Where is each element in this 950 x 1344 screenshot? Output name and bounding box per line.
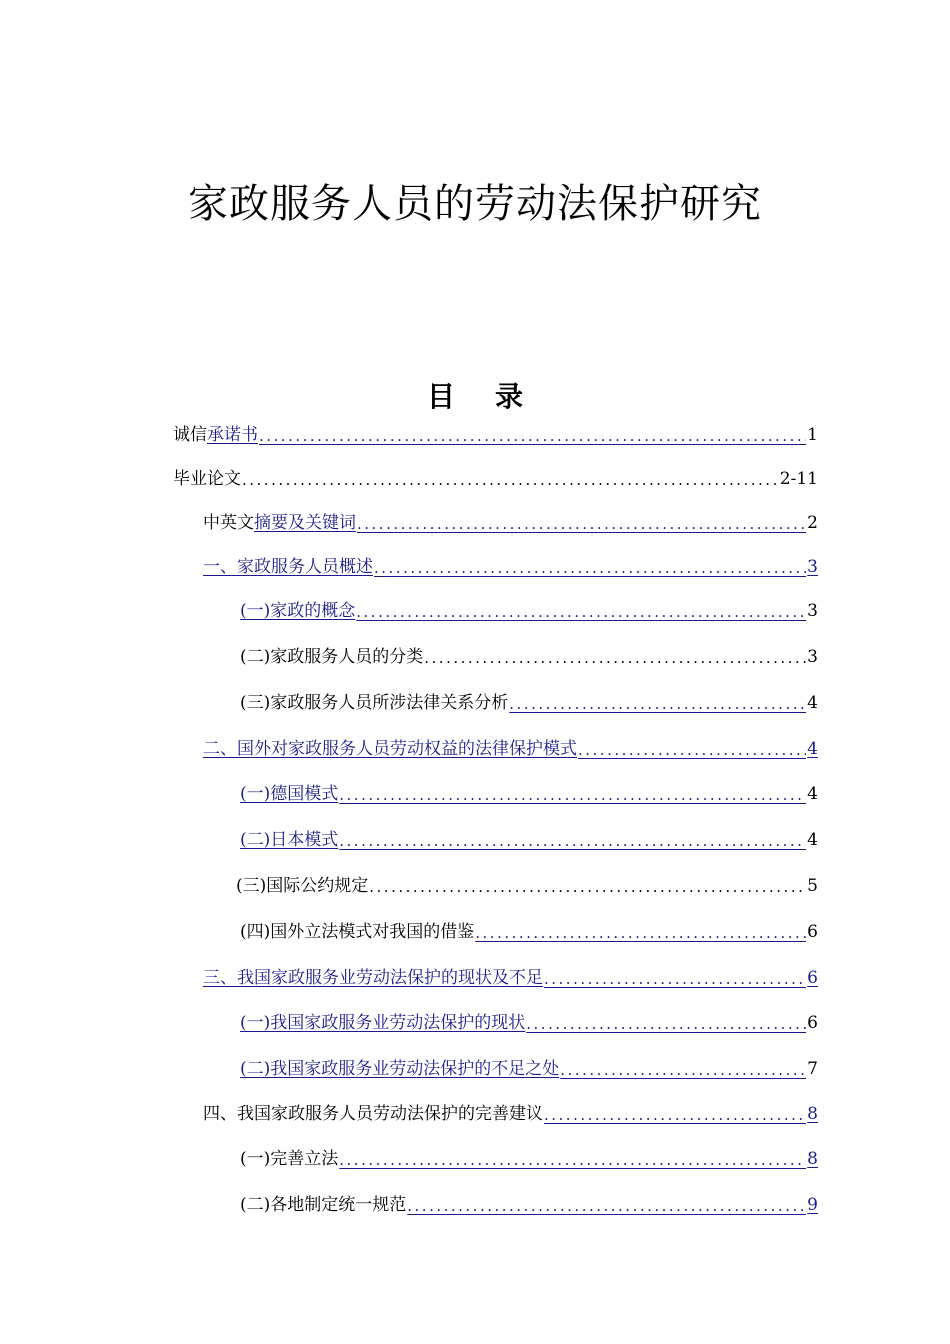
toc-entry-link[interactable]: 一、家政服务人员概述 <box>203 557 373 577</box>
toc-dot-leader <box>339 830 806 852</box>
toc-page-number[interactable]: 3 <box>807 557 818 577</box>
toc-dot-leader <box>407 1195 806 1217</box>
toc-heading-char-1: 目 <box>426 380 455 413</box>
toc-entry-link[interactable]: (二)我国家政服务业劳动法保护的不足之处 <box>240 1059 560 1079</box>
toc-page-number[interactable]: 4 <box>807 739 818 759</box>
toc-entry[interactable] <box>240 599 818 623</box>
toc-page-number: 2-11 <box>779 469 818 489</box>
toc-page-number: 3 <box>807 647 818 667</box>
toc-entry[interactable] <box>203 737 818 761</box>
toc-page-number: 5 <box>807 876 818 896</box>
toc-entry[interactable] <box>203 1102 818 1126</box>
toc-entry-prefix: 诚信 <box>173 425 207 445</box>
toc-heading-char-2: 录 <box>495 380 524 413</box>
toc-entry[interactable] <box>203 511 818 535</box>
toc-page-number: 6 <box>807 1013 818 1033</box>
toc-page-number: 4 <box>807 830 818 850</box>
document-title: 家政服务人员的劳动法保护研究 <box>188 181 762 227</box>
toc-page-number: 6 <box>807 922 818 942</box>
toc-dot-leader <box>560 1059 806 1081</box>
toc-entry-label: (三)家政服务人员所涉法律关系分析 <box>240 693 509 713</box>
toc-dot-leader <box>424 647 806 669</box>
toc-entry-link[interactable]: 三、我国家政服务业劳动法保护的现状及不足 <box>203 968 543 988</box>
toc-page-number: 1 <box>807 425 818 445</box>
toc-entry-link[interactable]: (一)德国模式 <box>240 784 339 804</box>
toc-dot-leader <box>369 876 806 898</box>
toc-entry-link[interactable]: 摘要及关键词 <box>254 513 356 533</box>
toc-page-number: 2 <box>807 513 818 533</box>
toc-dot-leader <box>374 557 806 579</box>
toc-dot-leader <box>242 469 779 491</box>
toc-dot-leader <box>475 922 806 944</box>
toc-entry[interactable] <box>240 782 818 806</box>
toc-dot-leader <box>578 739 806 761</box>
toc-page-number: 3 <box>807 601 818 621</box>
toc-entry-label: (三)国际公约规定 <box>236 876 369 896</box>
toc-entry[interactable] <box>240 1057 818 1081</box>
toc-entry[interactable] <box>240 645 818 669</box>
toc-entry[interactable] <box>203 966 818 990</box>
toc-dot-leader <box>544 1104 806 1126</box>
toc-entry[interactable] <box>240 1193 818 1217</box>
toc-entry-label: (二)家政服务人员的分类 <box>240 647 424 667</box>
toc-entry-label: 毕业论文 <box>173 469 241 489</box>
toc-entry[interactable] <box>203 555 818 579</box>
toc-entry-link[interactable]: 二、国外对家政服务人员劳动权益的法律保护模式 <box>203 739 577 759</box>
toc-entry[interactable] <box>236 874 818 898</box>
toc-page-number[interactable]: 6 <box>807 968 818 988</box>
toc-entry-label: (四)国外立法模式对我国的借鉴 <box>240 922 475 942</box>
toc-dot-leader <box>339 1149 806 1171</box>
toc-dot-leader <box>357 513 806 535</box>
toc-entry[interactable] <box>240 920 818 944</box>
toc-page-number[interactable]: 8 <box>807 1104 818 1124</box>
toc-entry[interactable] <box>240 1011 818 1035</box>
toc-dot-leader <box>526 1013 806 1035</box>
toc-dot-leader <box>339 784 806 806</box>
toc-entry-link[interactable]: (二)日本模式 <box>240 830 339 850</box>
toc-dot-leader <box>509 693 806 715</box>
toc-page-number[interactable]: 8 <box>807 1149 818 1169</box>
toc-entry-prefix: 中英文 <box>203 513 254 533</box>
toc-page-number: 4 <box>807 784 818 804</box>
toc-entry-link[interactable]: (一)家政的概念 <box>240 601 356 621</box>
toc-entry-link[interactable]: 承诺书 <box>207 425 258 445</box>
toc-page-number[interactable]: 9 <box>807 1195 818 1215</box>
toc-entry[interactable] <box>173 423 818 447</box>
toc-entry[interactable] <box>173 467 818 491</box>
toc-entry-link[interactable]: (一)我国家政服务业劳动法保护的现状 <box>240 1013 526 1033</box>
toc-entry-label: 四、我国家政服务人员劳动法保护的完善建议 <box>203 1104 543 1124</box>
toc-dot-leader <box>356 601 806 623</box>
toc-entry[interactable] <box>240 1147 818 1171</box>
toc-entry-label: (二)各地制定统一规范 <box>240 1195 407 1215</box>
toc-entry[interactable] <box>240 828 818 852</box>
toc-dot-leader <box>544 968 806 990</box>
toc-entry-label: (一)完善立法 <box>240 1149 339 1169</box>
toc-page-number: 7 <box>807 1059 818 1079</box>
toc-page-number: 4 <box>807 693 818 713</box>
toc-entry[interactable] <box>240 691 818 715</box>
toc-dot-leader <box>259 425 806 447</box>
